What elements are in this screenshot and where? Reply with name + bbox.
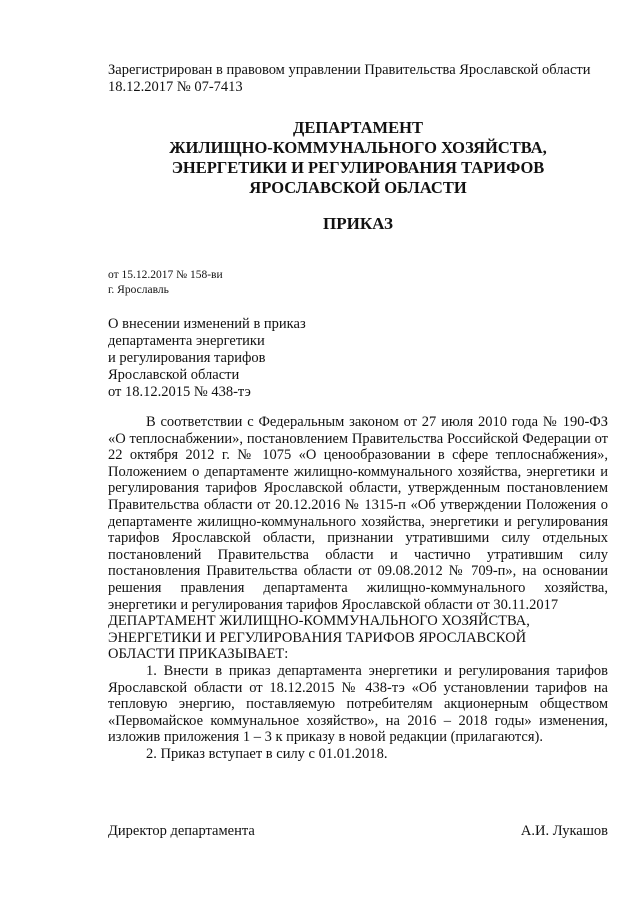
preamble-paragraph: В соответствии с Федеральным законом от 27 июля 2010 года № 190-ФЗ «О теплоснабжении», постановлением Правительства Российской Федерации от 22 октября 2012 г. № 1075 «О ценообразовании в сфере теплоснабжения», Положением о департаменте жилищно-коммунального хозяйства, энергетики и регулирования тарифов Ярославской области, утвержденным постановлением Правительства области от 20.12.2016 № 1315-п «Об утверждении Положения о департаменте жилищно-коммунального хозяйства, энергетики и регулирования тарифов Ярославской области, признании утратившими силу отдельных постановлений Правительства области и частично утратившим силу постановления Правительства области от 09.08.2012 № 709-п», на основании решения правления департамента жилищно-коммунального хозяйства, энергетики и регулирования тарифов Ярославской области от 30.11.2017 <box>108 414 608 613</box>
signatory-name: А.И. Лукашов <box>520 823 608 839</box>
header-line-3: ЭНЕРГЕТИКИ И РЕГУЛИРОВАНИЯ ТАРИФОВ <box>171 158 545 177</box>
department-header <box>108 118 608 198</box>
order-heading-line-2: ЭНЕРГЕТИКИ И РЕГУЛИРОВАНИЯ ТАРИФОВ ЯРОСЛАВСКОЙ <box>108 629 527 646</box>
city: г. Ярославль <box>108 284 169 296</box>
subject-line: и регулирования тарифов <box>108 350 266 366</box>
order-item-2: 2. Приказ вступает в силу с 01.01.2018. <box>146 745 388 762</box>
header-line-4: ЯРОСЛАВСКОЙ ОБЛАСТИ <box>249 178 467 197</box>
order-heading-line-1: ДЕПАРТАМЕНТ ЖИЛИЩНО-КОММУНАЛЬНОГО ХОЗЯЙСТВА, <box>108 613 530 630</box>
document-meta <box>108 268 223 298</box>
subject-line: департамента энергетики <box>108 333 265 349</box>
document-title: ПРИКАЗ <box>323 214 393 233</box>
subject-line: Ярославской области <box>108 367 240 383</box>
date-number: от 15.12.2017 № 158-ви <box>108 269 223 281</box>
header-line-2: ЖИЛИЩНО-КОММУНАЛЬНОГО ХОЗЯЙСТВА, <box>169 138 547 157</box>
registration-line-2: 18.12.2017 № 07-7413 <box>108 79 243 95</box>
subject-line: О внесении изменений в приказ <box>108 316 306 332</box>
document-subject <box>108 316 306 401</box>
document-body <box>108 414 608 762</box>
order-item-1: 1. Внести в приказ департамента энергетики и регулирования тарифов Ярославской области от 18.12.2015 № 438-тэ «Об установлении тарифов на тепловую энергию, поставляемую потребителям акционерным обществом «Первомайское коммунальное хозяйство», на 2016 – 2018 годы» изменения, изложив приложения 1 – 3 к приказу в новой редакции (прилагаются). <box>108 662 608 746</box>
order-heading-line-3: ОБЛАСТИ ПРИКАЗЫВАЕТ: <box>108 646 289 663</box>
header-line-1: ДЕПАРТАМЕНТ <box>293 118 423 137</box>
subject-line: от 18.12.2015 № 438-тэ <box>108 384 251 400</box>
signatory-position: Директор департамента <box>108 823 255 839</box>
registration-note <box>108 62 618 96</box>
registration-line-1: Зарегистрирован в правовом управлении Правительства Ярославской области <box>108 62 591 78</box>
